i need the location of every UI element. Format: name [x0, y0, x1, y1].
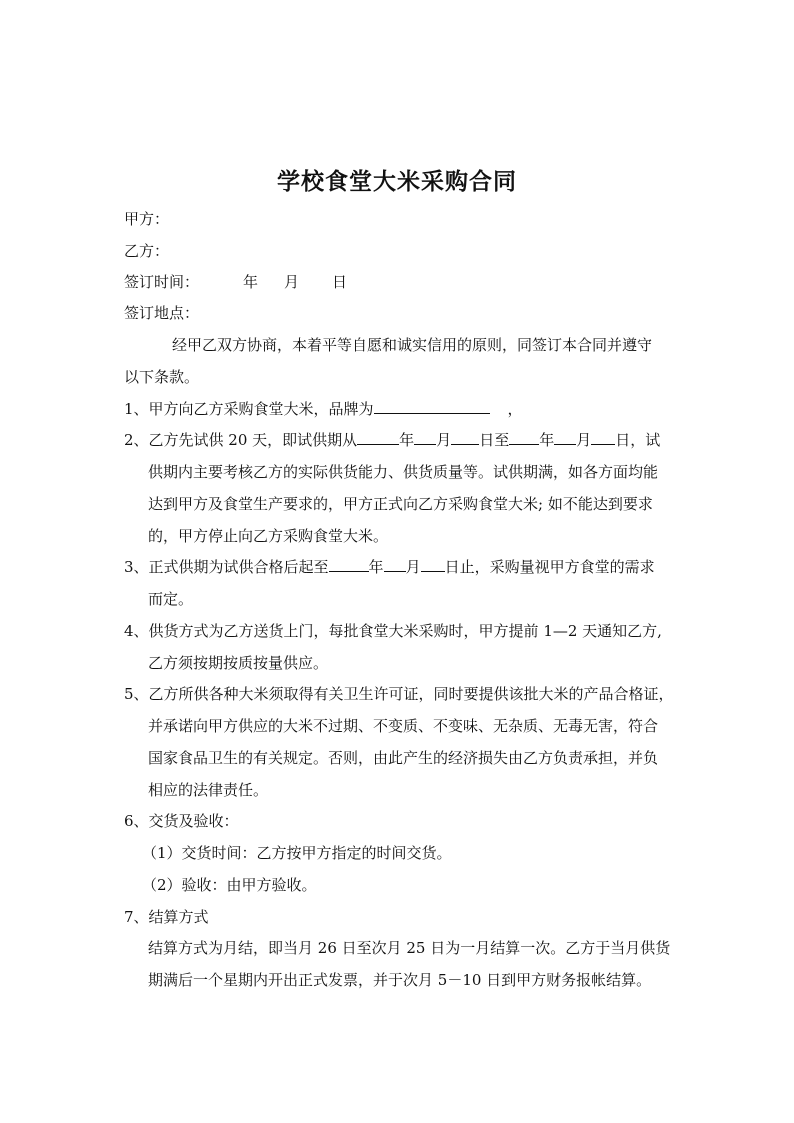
month-char: 月 — [405, 558, 421, 576]
party-b-line: 乙方： — [124, 242, 170, 260]
brand-blank — [374, 398, 490, 414]
trial-start-day-blank — [451, 429, 479, 445]
clause-2-line-4: 的，甲方停止向乙方采购食堂大米。 — [148, 527, 389, 545]
clause-7-line-3: 期满后一个星期内开出正式发票，并于次月 5－10 日到甲方财务报帐结算。 — [148, 971, 652, 989]
clause-1 — [124, 398, 523, 419]
sign-time-line — [124, 271, 347, 292]
sign-month: 月 — [284, 273, 300, 291]
clause-3-line-1 — [124, 556, 655, 577]
sign-time-label: 签订时间： — [124, 273, 200, 291]
clause-3-tail: 日止，采购量视甲方食堂的需求 — [444, 558, 655, 576]
trial-start-year-blank — [357, 429, 399, 445]
day-end-char: 日，试 — [615, 431, 661, 449]
clause-4-line-1: 4、供货方式为乙方送货上门，每批食堂大米采购时，甲方提前 1—2 天通知乙方, — [124, 622, 662, 640]
sign-year: 年 — [243, 273, 259, 291]
clause-3-line-2: 而定。 — [148, 590, 194, 608]
trial-end-month-blank — [554, 429, 576, 445]
year-char: 年 — [368, 558, 384, 576]
formal-year-blank — [329, 556, 369, 572]
preamble-line-1: 经甲乙双方协商，本着平等自愿和诚实信用的原则，同签订本合同并遵守 — [172, 336, 653, 354]
clause-6-item-1: （1）交货时间：乙方按甲方指定的时间交货。 — [142, 844, 452, 862]
clause-5-line-1: 5、乙方所供各种大米须取得有关卫生许可证，同时要提供该批大米的产品合格证， — [124, 685, 674, 703]
year-char: 年 — [539, 431, 555, 449]
clause-1-text: 1、甲方向乙方采购食堂大米，品牌为 — [124, 400, 374, 418]
formal-day-blank — [421, 556, 445, 572]
clause-7-line-1: 7、结算方式 — [124, 908, 209, 926]
document-title: 学校食堂大米采购合同 — [277, 168, 517, 195]
party-a-line: 甲方： — [124, 210, 170, 228]
clause-6-line-1: 6、交货及验收： — [124, 812, 239, 830]
year-char: 年 — [399, 431, 415, 449]
clause-5-line-4: 相应的法律责任。 — [148, 781, 269, 799]
clause-4-line-2: 乙方须按期按质按量供应。 — [148, 654, 329, 672]
month-char: 月 — [436, 431, 452, 449]
day-to-char: 日至 — [479, 431, 510, 449]
clause-3-text: 3、正式供期为试供合格后起至 — [124, 558, 329, 576]
clause-2-text: 2、乙方先试供 20 天，即试供期从 — [124, 431, 358, 449]
clause-1-tail: ， — [507, 400, 523, 418]
clause-2-line-2: 供期内主要考核乙方的实际供货能力、供货质量等。试供期满，如各方面均能 — [148, 463, 659, 481]
trial-end-day-blank — [591, 429, 615, 445]
clause-2-line-3: 达到甲方及食堂生产要求的，甲方正式向乙方采购食堂大米; 如不能达到要求 — [148, 495, 653, 513]
trial-start-month-blank — [414, 429, 436, 445]
sign-place-line: 签订地点： — [124, 304, 200, 322]
clause-7-line-2: 结算方式为月结，即当月 26 日至次月 25 日为一月结算一次。乙方于当月供货 — [148, 939, 671, 957]
sign-day: 日 — [332, 273, 348, 291]
formal-month-blank — [384, 556, 406, 572]
clause-5-line-2: 并承诺向甲方供应的大米不过期、不变质、不变味、无杂质、无毒无害，符合 — [148, 717, 659, 735]
clause-6-item-2: （2）验收：由甲方验收。 — [142, 876, 317, 894]
clause-5-line-3: 国家食品卫生的有关规定。否则，由此产生的经济损失由乙方负责承担，并负 — [148, 749, 659, 767]
clause-2-line-1 — [124, 429, 660, 450]
trial-end-year-blank — [509, 429, 539, 445]
month-char: 月 — [576, 431, 592, 449]
preamble-line-2: 以下条款。 — [124, 368, 200, 386]
